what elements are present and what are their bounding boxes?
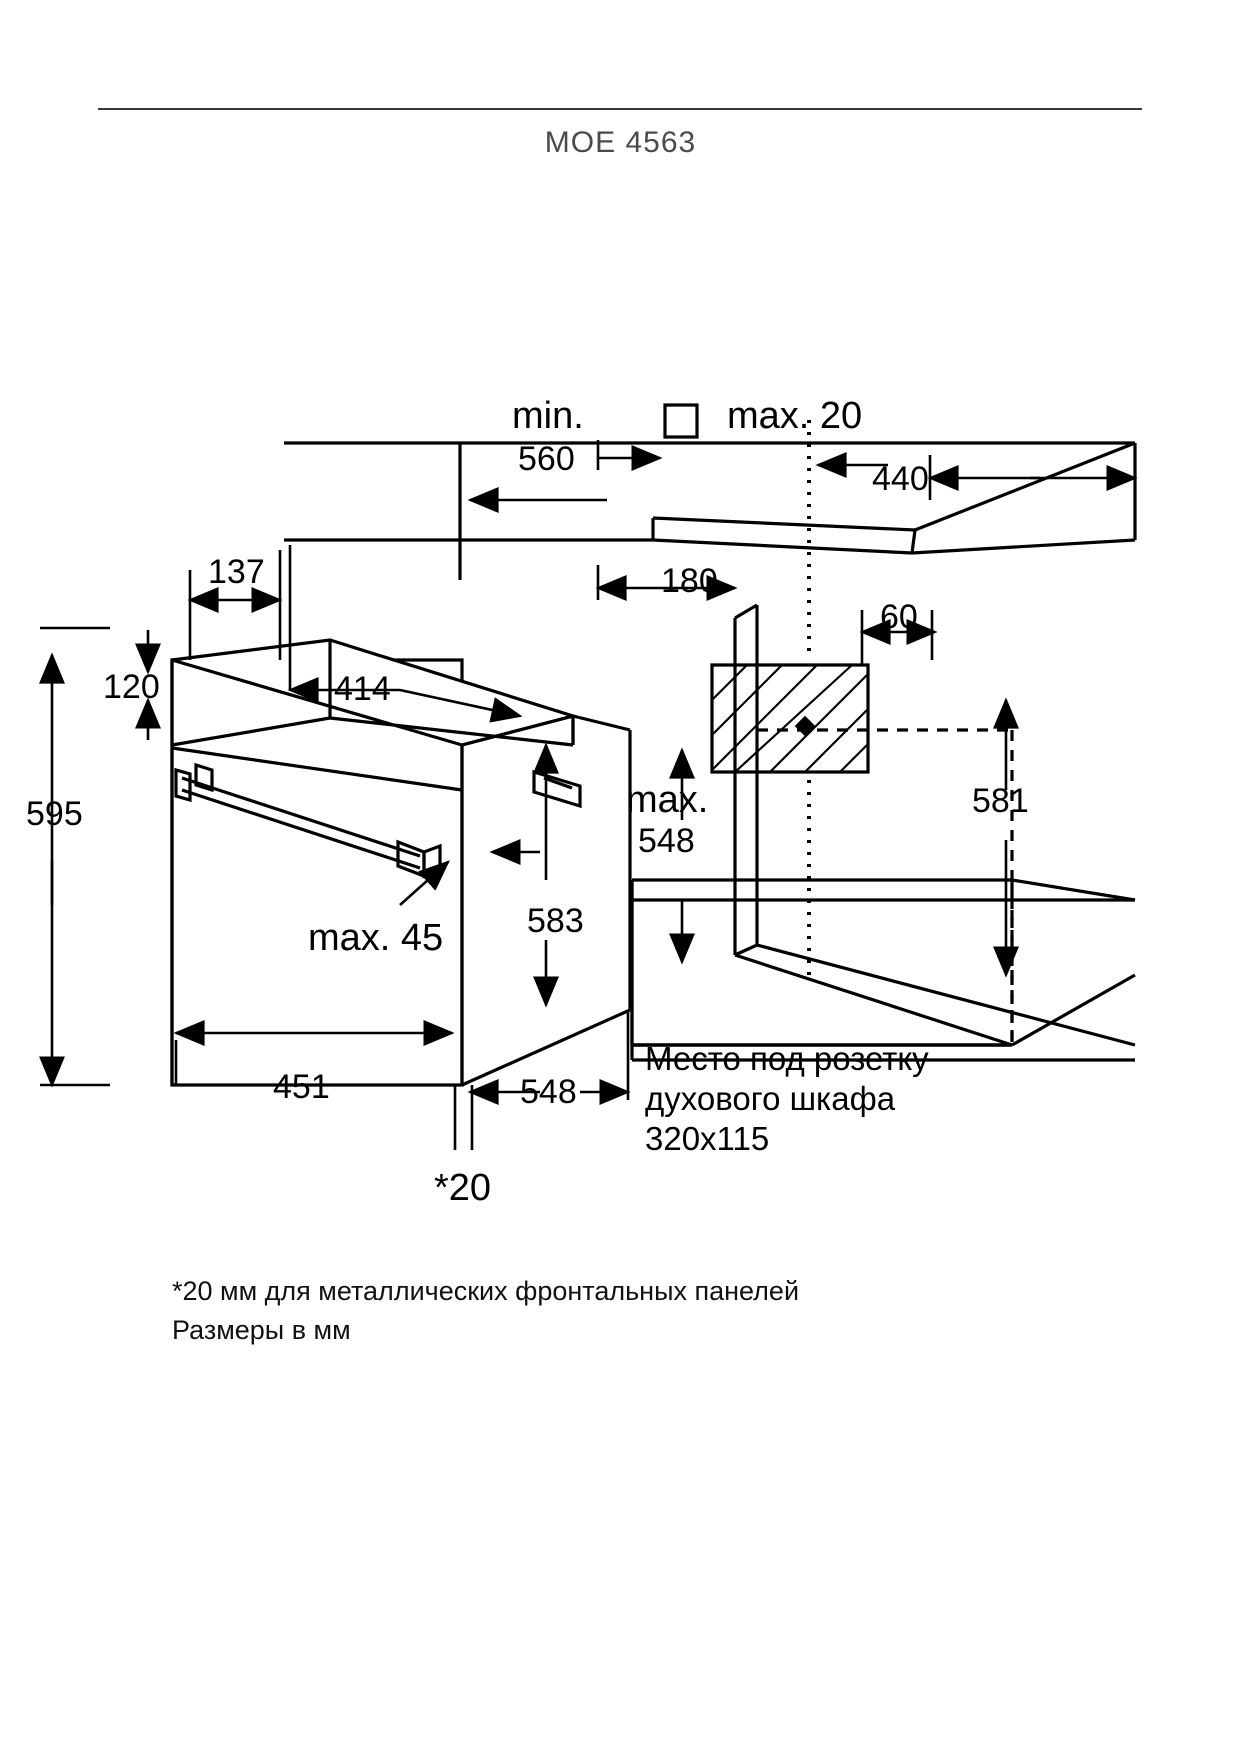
- socket-note-line1: Место под розетку: [645, 1040, 929, 1077]
- label-414: 414: [334, 670, 391, 708]
- label-451: 451: [273, 1068, 330, 1106]
- label-581: 581: [972, 782, 1029, 820]
- label-440: 440: [872, 460, 929, 498]
- label-120: 120: [103, 668, 160, 706]
- label-180: 180: [661, 562, 718, 600]
- footnote-line-1: *20 мм для металлических фронтальных панелей: [172, 1276, 800, 1306]
- label-star20: *20: [434, 1167, 492, 1209]
- footnotes: [172, 1272, 1072, 1350]
- footnote-line-2: Размеры в мм: [172, 1315, 351, 1346]
- label-max: max.: [626, 779, 709, 821]
- label-137: 137: [208, 553, 265, 591]
- label-max-548: 548: [638, 822, 695, 860]
- label-583: 583: [527, 902, 584, 940]
- label-max20: max. 20: [727, 395, 863, 437]
- label-60: 60: [880, 598, 918, 636]
- label-max45: max. 45: [308, 917, 444, 959]
- label-min: min.: [512, 395, 584, 437]
- socket-note-line3: 320х115: [645, 1120, 770, 1157]
- label-595: 595: [26, 795, 83, 833]
- socket-note-line2: духового шкафа: [645, 1080, 896, 1117]
- page-title: MOE 4563: [544, 126, 697, 159]
- label-548: 548: [520, 1073, 577, 1111]
- label-min-value: 560: [518, 440, 575, 478]
